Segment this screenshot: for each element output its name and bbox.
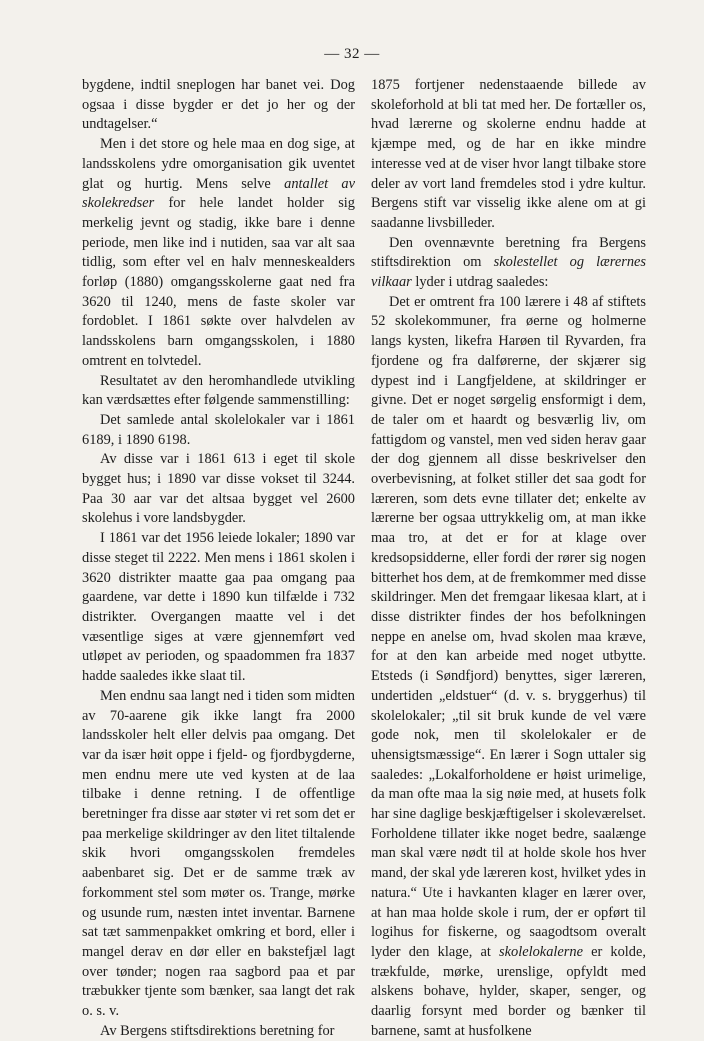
text-run: lyder i utdrag saaledes: (411, 274, 549, 291)
text-run: bygdene, indtil sneplogen har banet vei. Dog ogsaa i disse bygder er det jo her og der undtagelser.“ (82, 77, 355, 133)
text-run: Resultatet av den heromhandlede utvikling kan værdsættes efter følgende sammenstilling: (82, 372, 355, 409)
paragraph (82, 76, 355, 135)
paragraph (82, 1022, 355, 1041)
text-run: I 1861 var det 1956 leiede lokaler; 1890 var disse steget til 2222. Men mens i 1861 skolen i 3620 distrikter maatte gaa paa omgang paa gaardene, var dette i 1890 kun tilfælde i 732 distrikter. Overgangen maatte vel i det væsentlige siges at være gjennemført ved utløpet av perioden, og spaadommen fra 1837 hadde saaledes ikke slaat til. (82, 530, 355, 685)
paragraph (371, 76, 646, 234)
paragraph (82, 450, 355, 529)
text-run: Men i det store og hele maa en dog sige, at landsskolens ydre omorganisation gik uventet glat og hurtig. Mens selve (82, 136, 355, 192)
paragraph (371, 293, 646, 1041)
text-run: er kolde, trækfulde, mørke, urenslige, opfyldt med alskens bohave, hylder, skaper, senger, og daarlig forsynt med border og bænker til barnene, samt at husfolkene (371, 943, 646, 1039)
italic-text: skolestellet og lærernes vilkaar (371, 254, 647, 291)
text-run: Den ovennævnte beretning fra Bergens stiftsdirektion om (371, 234, 646, 271)
paragraph (82, 372, 355, 411)
paragraph (82, 135, 355, 371)
paragraph (82, 529, 355, 687)
paragraph (82, 687, 355, 1022)
left-column (82, 76, 355, 1041)
paragraph (82, 411, 355, 450)
right-column (371, 76, 646, 1041)
text-run: 1875 fortjener nedenstaaende billede av skoleforhold at bli tat med her. De fortæller os, hvad lærerne og skolerne endnu hadde at kjæmpe med, og de har en ikke mindre interesse ved at de viser hvor langt tilbake store deler av vort land fremdeles stod i ydre kultur. Bergens stift var visselig ikke alene om at gi saadanne livsbilleder. (371, 77, 646, 231)
italic-text: antallet av skolekredser (82, 175, 355, 212)
paragraph (371, 234, 646, 293)
text-run: Det er omtrent fra 100 lærere i 48 af stiftets 52 skolekommuner, fra øerne og holmerne langs kysten, likefra Harøen til Ryvarden, fra fjordene og fra dalførerne, der skjærer sig dypest ind i Langfjeldene, at skildringer er givne. Det er noget sørgelig ensformigt i dem, de taler om et haardt og besværlig liv, om fattigdom og vanstel, men ved siden herav gaar der dog gjennem all disse beskrivelser den overbevisning, at folket stiller det saa godt for læreren, som dets evne tillater det; enkelte av lærerne ber ogsaa uttrykkelig om, at man ikke maa tro, at det er for at klage over kredsopsidderne, eller fordi der rører sig nogen bitterhet hos dem, at de fremkommer med disse skildringer. Men det fremgaar likesaa klart, at i disse distrikter findes der hos befolkningen neppe en anelse om, hvad skolen maa kræve, for at den kan arbeide med noget utbytte. Etsteds (i Søndfjord) benyttes, siger læreren, undertiden „eldstuer“ (d. v. s. bryggerhus) til skolelokaler; „til sit bruk kunde de vel være gode nok, men til skolelokaler er de uhensigtsmæssige“. En lærer i Sogn uttaler sig saaledes: „Lokalforholdene er høist urimelige, da man ofte maa la sig nøie med, at husets folk har sine daglige beskjæftigelser i skoleværelset. Forholdene tillater ikke noget bedre, saalænge man skal være nødt til at holde skole hos hver mand, der skal yde læreren kost, hvilket ydes in natura.“ Ute i havkanten klager en lærer over, at han maa holde skole i rum, der er opført til logihus for fiskerne, og saagodtsom overalt lyder den klage, at (371, 293, 646, 960)
text-run: Av disse var i 1861 613 i eget til skole bygget hus; i 1890 var disse vokset til 3244. Paa 30 aar var det altsaa bygget vel 2600 skolehus i vore landsbygder. (82, 451, 355, 527)
text-run: for hele landet holder sig merkelig jevnt og stadig, ikke bare i denne periode, men like ind i nutiden, saa var alt saa tidlig, som efter vel en halv menneskealders forløp (1880) omgangsskolerne gaat ned fra 3620 til 1240, mens de faste skoler var fordoblet. I 1861 søkte over halvdelen av landsskolens barn omgangsskolen, i 1880 omtrent en tolvtedel. (82, 195, 355, 369)
page-number: — 32 — (324, 46, 380, 62)
text-run: Men endnu saa langt ned i tiden som midten av 70-aarene gik ikke langt fra 2000 landsskoler helt eller delvis paa omgang. Det var da især høit oppe i fjeld- og fjordbygderne, men endnu mere ute ved kysten at de laa tilbake i denne retning. I de offentlige beretninger fra disse aar støter vi ret som det er paa merkelige skildringer av den litet tiltalende skik hvori omgangsskolen fremdeles aabenbaret sig. Det er de samme træk av forkomment stel som møter os. Trange, mørke og usunde rum, næsten intet inventar. Barnene sat tæt sammenpakket omkring et bord, eller i mangel derav en dør eller en bakstefjæl lagt over tønder; nogen raa sagbord paa et par træbukker tjente som bænker, saa langt det rak o. s. v. (82, 687, 355, 1020)
text-run: Det samlede antal skolelokaler var i 1861 6189, i 1890 6198. (82, 411, 355, 448)
text-run: Av Bergens stiftsdirektions beretning for (100, 1022, 335, 1039)
italic-text: skolelokalerne (499, 943, 583, 960)
